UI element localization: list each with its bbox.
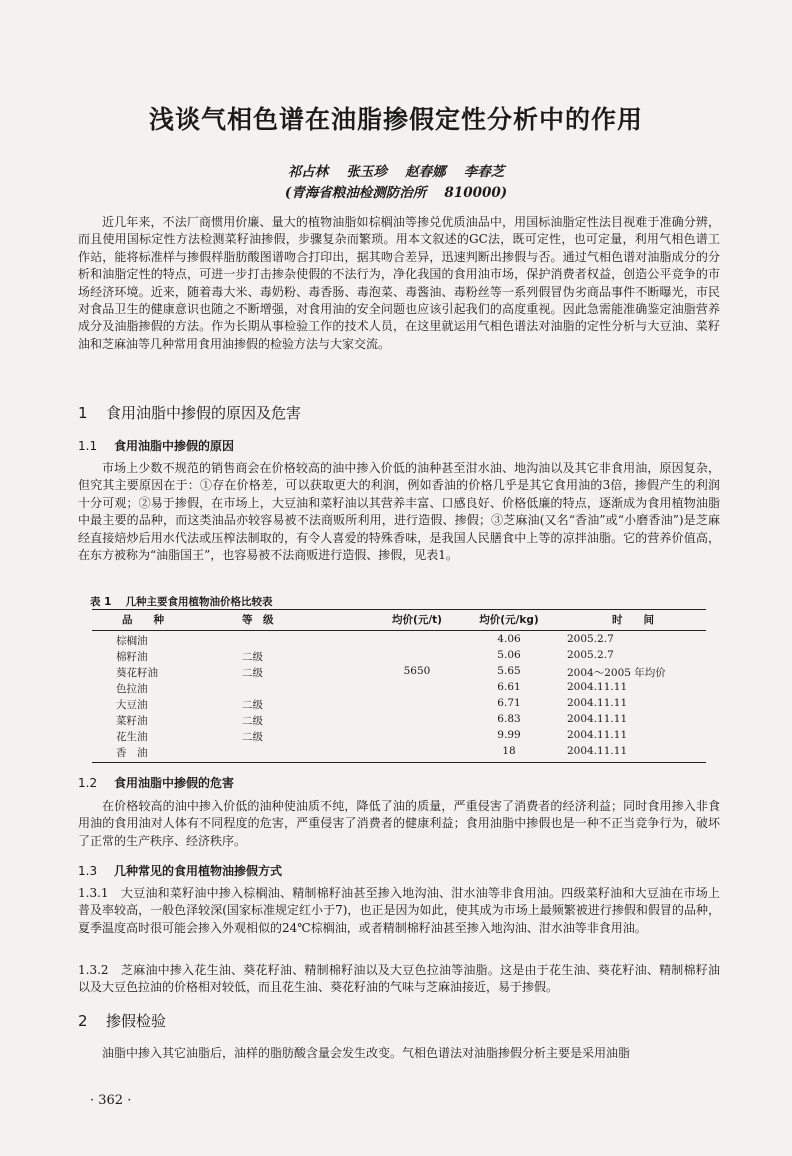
cell-date: 2004～2005 年均价 — [567, 667, 666, 679]
table-row — [92, 681, 706, 697]
section-1-3-heading — [78, 862, 282, 879]
table-row — [92, 633, 706, 649]
paragraph-2: 油脂中掺入其它油脂后，油样的脂肪酸含量会发生改变。气相色谱法对油脂掺假分析主要是采用油脂 — [102, 1046, 631, 1060]
cell-date: 2005.2.7 — [567, 649, 614, 661]
cell-price-per-ton: 5650 — [403, 665, 431, 677]
paragraph-1-1: 市场上少数不规范的销售商会在价格较高的油中掺入价低的油种甚至泔水油、地沟油以及其它非食用油，原因复杂，但究其主要原因在于：①存在价格差，可以获取更大的利润，例如香油的价格几乎是其它食用油的3倍，掺假产生的利润十分可观；②易于掺假，在市场上，大豆油和菜籽油以其营养丰富、口感良好、价格低廉的特点，逐渐成为食用植物油脂中最主要的品种，而这类油品亦较容易被不法商贩所利用，进行造假、掺假；③芝麻油(又名“香油”或“小磨香油”)是芝麻经直接焙炒后用水代法或压榨法制取的，有令人喜爱的特殊香味，是我国人民膳食中上等的凉拌油脂。它的营养价值高，在东方被称为“油脂国王”，也容易被不法商贩进行造假、掺假，见表1。 — [78, 461, 720, 563]
cell-price-per-kg: 6.61 — [497, 681, 521, 693]
table-label: 表 1 — [90, 596, 112, 608]
affiliation: (青海省粮油检测防治所 810000) — [284, 185, 508, 201]
cell-price-per-kg: 6.71 — [497, 697, 521, 709]
page-number: · 362 · — [90, 1093, 132, 1108]
table-caption — [90, 594, 272, 609]
cell-variety: 葵花籽油 — [116, 667, 158, 679]
section-title: 掺假检验 — [106, 1012, 167, 1030]
cell-variety: 香 油 — [116, 747, 148, 759]
cell-price-per-kg: 5.06 — [497, 649, 521, 661]
paragraph-1-3-1: 1.3.1 大豆油和菜籽油中掺入棕榈油、精制棉籽油甚至掺入地沟油、泔水油等非食用油。四级菜籽油和大豆油在市场上普及率较高，一般色泽较深(国家标准规定红小于7)，也正是因为如此，使其成为市场上最频繁被进行掺假和假冒的品种，夏季温度高时很可能会掺入外观相似的24℃棕榈油，或者精制棉籽油甚至掺入地沟油、泔水油等非食用油。 — [78, 886, 720, 935]
paragraph-1-2: 在价格较高的油中掺入价低的油种使油质不纯，降低了油的质量，严重侵害了消费者的经济利益；同时食用掺入非食用油的食用油对人体有不同程度的危害，严重侵害了消费者的健康利益；食用油脂中掺假也是一种不正当竞争行为，破坏了正常的生产秩序、经济秩序。 — [78, 799, 720, 848]
cell-grade: 二级 — [242, 699, 263, 711]
paragraph-1-3-2: 1.3.2 芝麻油中掺入花生油、葵花籽油、精制棉籽油以及大豆色拉油等油脂。这是由于花生油、葵花籽油、精制棉籽油以及大豆色拉油的价格相对较低，而且花生油、葵花籽油的气味与芝麻油接近，易于掺假。 — [78, 963, 720, 995]
cell-price-per-kg: 18 — [502, 745, 516, 757]
cell-variety: 菜籽油 — [116, 715, 148, 727]
cell-date: 2004.11.11 — [567, 681, 628, 693]
cell-grade: 二级 — [242, 715, 263, 727]
section-1-2-heading — [78, 774, 234, 791]
header-price-per-kg: 均价(元/kg) — [479, 614, 539, 626]
section-number: 2 — [78, 1012, 88, 1030]
author-list: 祁占林 张玉珍 赵春娜 李春芝 — [287, 164, 505, 180]
table-caption-text: 几种主要食用植物油价格比较表 — [125, 596, 273, 608]
section-1-1-heading — [78, 437, 234, 454]
header-price-per-ton: 均价(元/t) — [392, 614, 442, 626]
cell-variety: 棉籽油 — [116, 651, 148, 663]
table-row — [92, 729, 706, 745]
cell-date: 2004.11.11 — [567, 713, 628, 725]
section-title: 几种常见的食用植物油掺假方式 — [114, 864, 283, 878]
cell-grade: 二级 — [242, 667, 263, 679]
cell-date: 2004.11.11 — [567, 697, 628, 709]
section-number: 1.1 — [78, 439, 98, 453]
table-row — [92, 649, 706, 665]
header-grade: 等 级 — [242, 614, 274, 626]
cell-grade: 二级 — [242, 651, 263, 663]
section-number: 1 — [78, 404, 88, 422]
section-2-heading — [78, 1010, 166, 1031]
cell-variety: 棕榈油 — [116, 635, 148, 647]
cell-date: 2004.11.11 — [567, 745, 628, 757]
section-title: 食用油脂中掺假的原因及危害 — [106, 404, 302, 422]
section-number: 1.3 — [78, 864, 98, 878]
table-top-rule — [92, 609, 706, 610]
table-row — [92, 697, 706, 713]
table-bottom-rule — [92, 762, 706, 763]
table-header-row — [92, 612, 706, 628]
intro-paragraph: 近几年来，不法厂商惯用价廉、量大的植物油脂如棕榈油等掺兑优质油品中，用国标油脂定性法目视难于准确分辨，而且使用国标定性方法检测菜籽油掺假，步骤复杂而繁琐。用本文叙述的GC法，既可定性，也可定量，利用气相色谱工作站，能将标准样与掺假样脂肪酸图谱吻合打印出，据其吻合差异，迅速判断出掺假与否。通过气相色谱对油脂成分的分析和油脂定性的特点，可进一步打击掺杂使假的不法行为，净化我国的食用油市场，保护消费者权益，创造公平竞争的市场经济环境。近来，随着毒大米、毒奶粉、毒香肠、毒泡菜、毒酱油、毒粉丝等一系列假冒伪劣商品事件不断曝光，市民对食品卫生的健康意识也随之不断增强，对食用油的安全问题也应该引起我们的高度重视。因此急需能准确鉴定油脂营养成分及油脂掺假的方法。作为长期从事检验工作的技术人员，在这里就运用气相色谱法对油脂的定性分析与大豆油、菜籽油和芝麻油等几种常用食用油掺假的检验方法与大家交流。 — [78, 215, 720, 351]
section-number: 1.2 — [78, 776, 98, 790]
header-variety: 品 种 — [122, 614, 164, 626]
paper-title: 浅谈气相色谱在油脂掺假定性分析中的作用 — [148, 105, 643, 134]
cell-date: 2004.11.11 — [567, 729, 628, 741]
cell-variety: 色拉油 — [116, 683, 148, 695]
cell-grade: 二级 — [242, 731, 263, 743]
section-title: 食用油脂中掺假的原因 — [114, 439, 235, 453]
table-row — [92, 713, 706, 729]
header-date: 时 间 — [612, 614, 654, 626]
cell-variety: 大豆油 — [116, 699, 148, 711]
section-title: 食用油脂中掺假的危害 — [114, 776, 235, 790]
cell-variety: 花生油 — [116, 731, 148, 743]
cell-price-per-kg: 9.99 — [497, 729, 521, 741]
cell-price-per-kg: 4.06 — [497, 633, 521, 645]
cell-price-per-kg: 6.83 — [497, 713, 521, 725]
table-header-rule — [92, 630, 706, 631]
cell-price-per-kg: 5.65 — [497, 665, 521, 677]
cell-date: 2005.2.7 — [567, 633, 614, 645]
section-1-heading — [78, 402, 301, 423]
table-row — [92, 745, 706, 761]
table-row — [92, 665, 706, 681]
